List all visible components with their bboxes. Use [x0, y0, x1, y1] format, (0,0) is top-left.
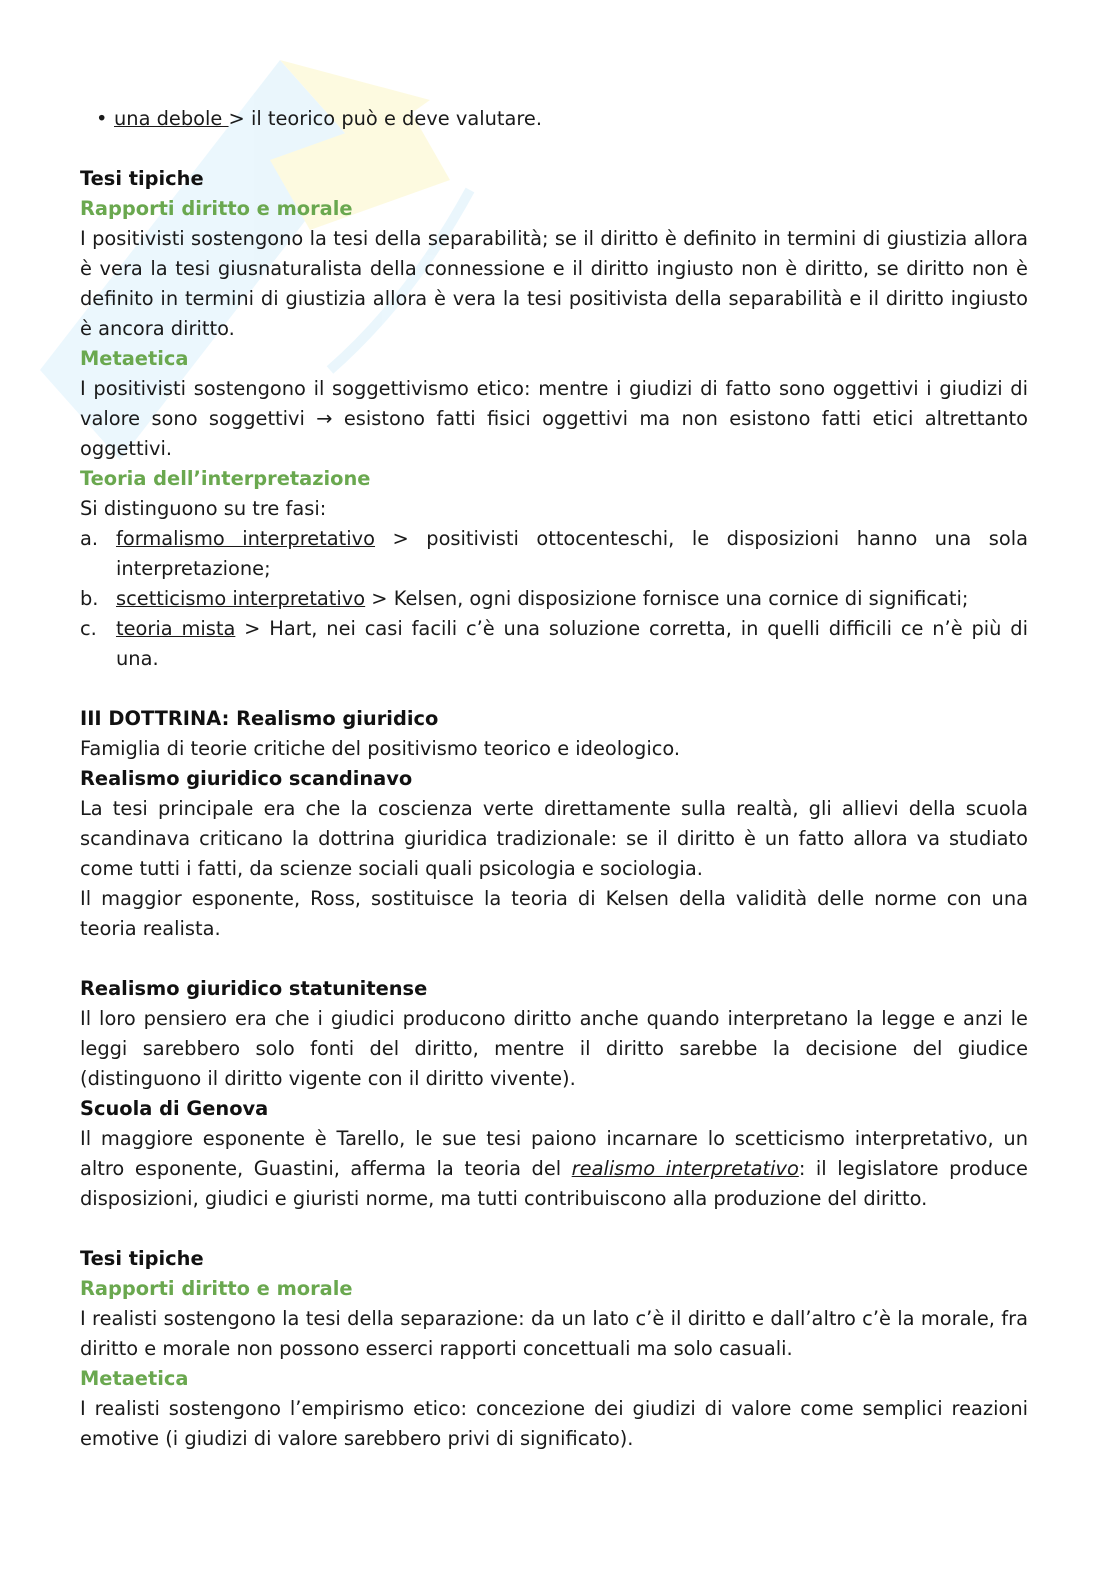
list-item: [80, 524, 1028, 584]
section-heading: Tesi tipiche: [80, 1247, 204, 1270]
section-heading: Tesi tipiche: [80, 167, 204, 190]
list-text: > Hart, nei casi facili c’è una soluzione corretta, in quelli difficili ce n’è più di una.: [116, 617, 1028, 670]
list-item: [80, 614, 1028, 674]
paragraph: I positivisti sostengono la tesi della separabilità; se il diritto è definito in termini di giustizia allora è vera la tesi giusnaturalista della connessione e il diritto ingiusto non è diritto, se diritto non è definito in termini di giustizia allora è vera la tesi positivista della separabilità e il diritto ingiusto è ancora diritto.: [80, 227, 1028, 340]
paragraph: Famiglia di teorie critiche del positivismo teorico e ideologico.: [80, 737, 681, 760]
subheading-american: Realismo giuridico statunitense: [80, 977, 428, 1000]
list-term: teoria mista: [116, 617, 236, 640]
bullet-text: > il teorico può e deve valutare.: [228, 107, 543, 130]
list-marker: c.: [80, 617, 97, 640]
paragraph: Il maggior esponente, Ross, sostituisce la teoria di Kelsen della validità delle norme con una teoria realista.: [80, 887, 1028, 940]
bullet-term: una debole: [114, 107, 229, 130]
paragraph: [80, 1124, 1028, 1214]
list-text: > positivisti ottocenteschi, le disposizioni hanno una sola interpretazione;: [116, 527, 1029, 580]
list-item: [80, 584, 1028, 614]
subheading-metaethics: Metaetica: [80, 347, 189, 370]
subheading-scandinavian: Realismo giuridico scandinavo: [80, 767, 413, 790]
paragraph: I positivisti sostengono il soggettivismo etico: mentre i giudizi di fatto sono oggettivi i giudizi di valore sono soggettivi → esistono fatti fisici oggettivi ma non esistono fatti etici altrettanto oggettivi.: [80, 377, 1028, 460]
list-marker: b.: [80, 587, 99, 610]
bullet-marker: •: [96, 107, 108, 130]
list-marker: a.: [80, 527, 99, 550]
paragraph: La tesi principale era che la coscienza verte direttamente sulla realtà, gli allievi della scuola scandinava criticano la dottrina giuridica tradizionale: se il diritto è un fatto allora va studiato come tutti i fatti, da scienze sociali quali psicologia e sociologia.: [80, 797, 1028, 880]
subheading-genoa: Scuola di Genova: [80, 1097, 269, 1120]
emphasis-term: realismo interpretativo: [571, 1157, 799, 1180]
document-page: [80, 104, 1028, 1454]
list-term: scetticismo interpretativo: [116, 587, 366, 610]
subheading-interpretation: Teoria dell’interpretazione: [80, 467, 371, 490]
paragraph: Il loro pensiero era che i giudici producono diritto anche quando interpretano la legge e anzi le leggi sarebbero solo fonti del diritto, mentre il diritto sarebbe la decisione del giudice (distinguono il diritto vigente con il diritto vivente).: [80, 1007, 1028, 1090]
interpretation-list: [80, 524, 1028, 674]
section-heading: III DOTTRINA: Realismo giuridico: [80, 707, 439, 730]
paragraph-text: Il maggiore esponente è Tarello, le sue tesi paiono incarnare lo scetticismo interpretativo, un altro esponente, Guastini, afferma la teoria del: [80, 1127, 1028, 1180]
paragraph: I realisti sostengono la tesi della separazione: da un lato c’è il diritto e dall’altro c’è la morale, fra diritto e morale non possono esserci rapporti concettuali ma solo casuali.: [80, 1307, 1028, 1360]
paragraph: I realisti sostengono l’empirismo etico: concezione dei giudizi di valore come semplici reazioni emotive (i giudizi di valore sarebbero privi di significato).: [80, 1397, 1028, 1450]
bullet-item: [80, 104, 1028, 134]
subheading-metaethics: Metaetica: [80, 1367, 189, 1390]
paragraph: Si distinguono su tre fasi:: [80, 497, 327, 520]
list-text: > Kelsen, ogni disposizione fornisce una cornice di significati;: [365, 587, 969, 610]
list-term: formalismo interpretativo: [116, 527, 376, 550]
subheading-morality: Rapporti diritto e morale: [80, 1277, 353, 1300]
paragraph-text: : il legislatore produce disposizioni, giudici e giuristi norme, ma tutti contribuiscono alla produzione del diritto.: [80, 1157, 1028, 1210]
subheading-morality: Rapporti diritto e morale: [80, 197, 353, 220]
